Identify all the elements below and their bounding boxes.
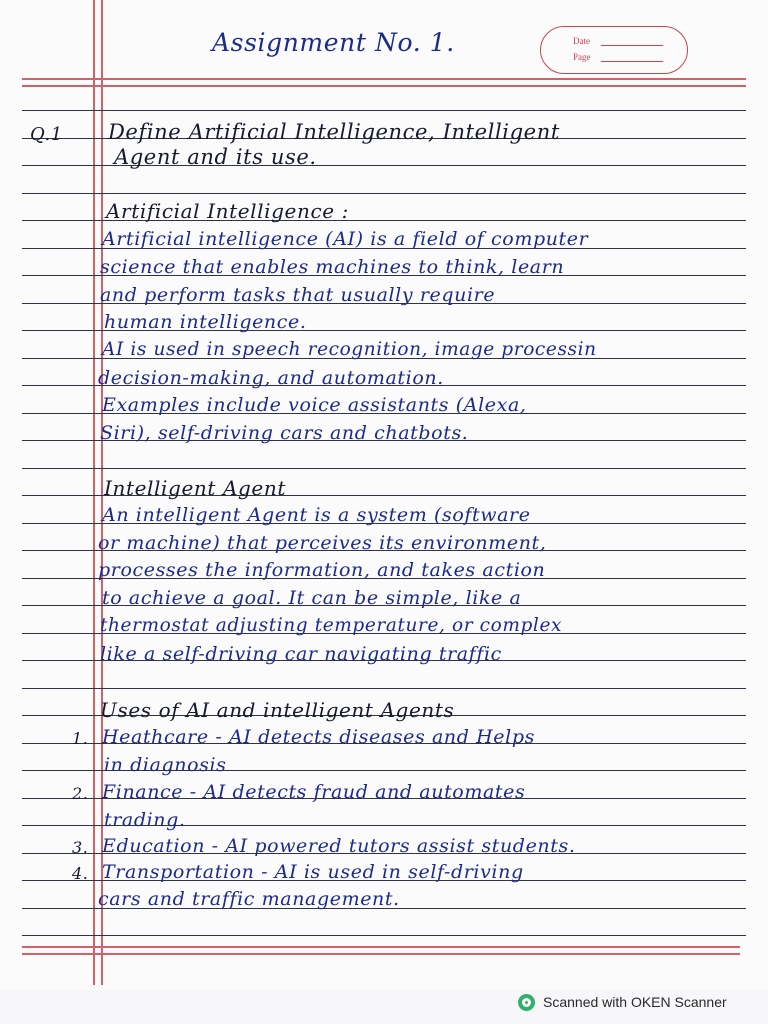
uses-item-number: 4. (72, 864, 89, 883)
uses-heading: Uses of AI and intelligent Agents (100, 698, 455, 722)
uses-item-number: 2. (72, 784, 89, 803)
question-number: Q.1 (30, 124, 63, 145)
ruled-line (22, 193, 746, 194)
uses-item-line: Education - AI powered tutors assist students. (102, 835, 576, 857)
ai-heading: Artificial Intelligence : (106, 199, 350, 223)
uses-item-line: trading. (104, 809, 186, 831)
agent-line: or machine) that perceives its environment, (98, 532, 547, 554)
date-label: Date (573, 36, 590, 46)
ai-line: AI is used in speech recognition, image processin (102, 339, 597, 360)
scanner-footer (518, 992, 727, 1012)
agent-line: An intelligent Agent is a system (software (102, 504, 531, 526)
ai-line: human intelligence. (104, 311, 307, 333)
uses-item-line: cars and traffic management. (98, 888, 400, 910)
page-title: Assignment No. 1. (212, 28, 455, 57)
footer-red-rule (22, 953, 740, 955)
ruled-line (22, 935, 746, 936)
page-label: Page (573, 52, 591, 62)
header-red-rule (22, 78, 746, 80)
ruled-line (22, 468, 746, 469)
question-line-1: Define Artificial Intelligence, Intelligent (108, 120, 560, 144)
scanner-logo-icon (518, 994, 535, 1011)
footer-red-rule (22, 946, 740, 948)
uses-item-line: Finance - AI detects fraud and automates (102, 781, 526, 803)
agent-line: to achieve a goal. It can be simple, like a (102, 587, 522, 609)
uses-item-line: Transportation - AI is used in self-driving (102, 861, 524, 883)
margin-line (93, 0, 95, 985)
page-line (601, 61, 663, 62)
uses-item-line: Heathcare - AI detects diseases and Helps (102, 726, 535, 748)
question-line-2: Agent and its use. (114, 145, 317, 169)
uses-item-number: 1. (72, 729, 89, 748)
ruled-line (22, 688, 746, 689)
ai-line: Artificial intelligence (AI) is a field of computer (102, 228, 589, 250)
ai-line: and perform tasks that usually require (100, 284, 496, 306)
date-line (601, 45, 663, 46)
date-page-box (540, 26, 688, 74)
ai-line: science that enables machines to think, learn (100, 256, 565, 278)
ai-line: decision-making, and automation. (98, 367, 444, 389)
ruled-line (22, 110, 746, 111)
agent-line: processes the information, and takes action (98, 559, 546, 581)
agent-heading: Intelligent Agent (104, 476, 286, 500)
scanner-caption: Scanned with OKEN Scanner (543, 994, 727, 1010)
ai-line: Siri), self-driving cars and chatbots. (100, 422, 469, 444)
uses-item-line: in diagnosis (104, 754, 227, 776)
agent-line: thermostat adjusting temperature, or complex (100, 615, 563, 636)
ai-line: Examples include voice assistants (Alexa, (102, 394, 527, 416)
uses-item-number: 3. (72, 838, 89, 857)
agent-line: like a self-driving car navigating traffic (100, 643, 502, 665)
header-red-rule (22, 85, 746, 87)
